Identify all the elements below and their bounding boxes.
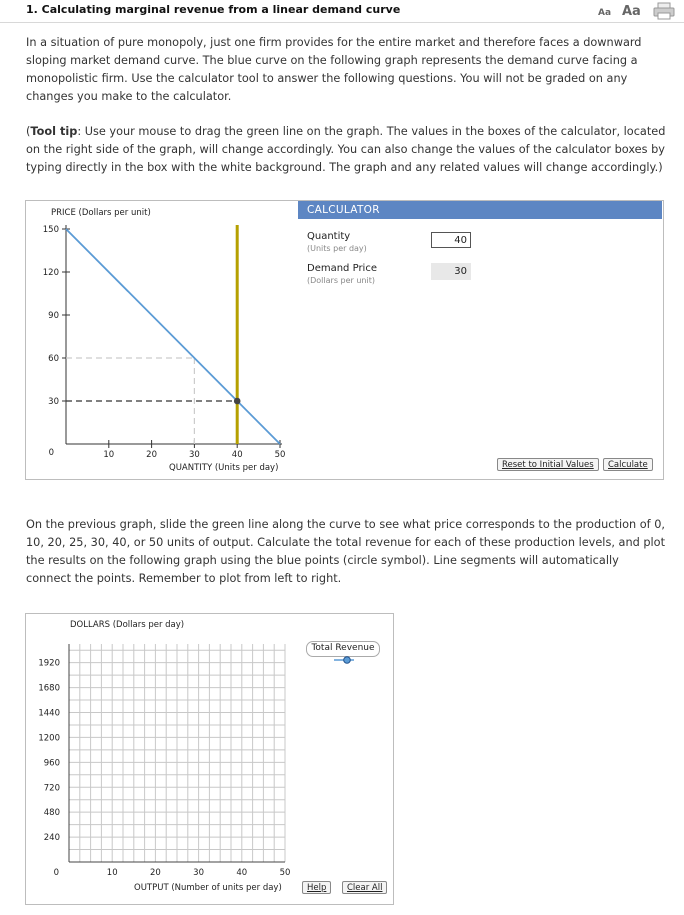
dollars-tick-label: 960 xyxy=(43,758,60,769)
tool-tip-paragraph xyxy=(26,123,666,177)
tool-tip-text: : Use your mouse to drag the green line on the graph. The values in the boxes of the calculator, located on the right side of the graph, will change accordingly. You can also change the values of the calculator boxes by typing directly in the box with the white background. The graph and any related values will change accordingly.) xyxy=(26,125,666,174)
total-revenue-point-tool[interactable] xyxy=(333,655,355,665)
quantity-tick-label: 10 xyxy=(103,450,115,460)
price-tick-label: 120 xyxy=(42,268,59,278)
price-tick-label: 30 xyxy=(48,397,59,407)
font-decrease-button[interactable]: Aa xyxy=(598,8,612,18)
tool-tip-open: ( xyxy=(26,125,31,138)
dollars-tick-label: 240 xyxy=(43,833,60,844)
quantity-input[interactable]: 40 xyxy=(431,232,471,248)
demand-price-label: Demand Price xyxy=(307,263,377,274)
font-increase-button[interactable]: Aa xyxy=(622,4,641,19)
output-axis-label: OUTPUT (Number of units per day) xyxy=(134,883,282,893)
dollars-tick-label: 1440 xyxy=(38,708,60,719)
price-axis-label: PRICE (Dollars per unit) xyxy=(51,208,151,218)
output-tick-label: 50 xyxy=(279,868,291,878)
dollars-axis-label: DOLLARS (Dollars per day) xyxy=(70,620,185,630)
total-revenue-graph[interactable] xyxy=(26,614,304,904)
output-tick-label: 40 xyxy=(236,868,248,878)
reset-button[interactable]: Reset to Initial Values xyxy=(497,458,599,471)
clear-all-button[interactable]: Clear All xyxy=(342,881,387,894)
price-tick-label: 0 xyxy=(48,448,54,458)
quantity-tick-label: 50 xyxy=(274,450,286,460)
intersection-point xyxy=(234,398,241,405)
quantity-tick-label: 20 xyxy=(146,450,158,460)
tool-tip-label: Tool tip xyxy=(30,125,78,138)
price-tick-label: 60 xyxy=(48,354,59,364)
quantity-tick-label: 30 xyxy=(188,450,200,460)
printer-icon[interactable] xyxy=(653,2,675,20)
intro-paragraph: In a situation of pure monopoly, just one firm provides for the entire market and therefore faces a downward sloping market demand curve. The blue curve on the following graph represents the demand curve facing a monopolistic firm. Use the calculator tool to answer the following questions. You will not be graded on any changes you make to the calculator. xyxy=(26,36,642,103)
demand-graph[interactable] xyxy=(26,201,298,479)
dollars-tick-label: 0 xyxy=(53,868,59,878)
quantity-units: (Units per day) xyxy=(307,244,367,253)
dollars-tick-label: 480 xyxy=(43,808,60,819)
price-tick-label: 90 xyxy=(48,311,59,321)
question-title: 1. Calculating marginal revenue from a linear demand curve xyxy=(26,3,401,16)
dollars-tick-label: 720 xyxy=(43,783,60,794)
demand-price-units: (Dollars per unit) xyxy=(307,276,375,285)
total-revenue-legend: Total Revenue xyxy=(306,641,380,657)
instructions-paragraph: On the previous graph, slide the green line along the curve to see what price corresponds to the production of 0, 10, 20, 25, 30, 40, or 50 units of output. Calculate the total revenue for each of these production levels, and plot the results on the following graph using the blue points (circle symbol). Line segments will automatically connect the points. Remember to plot from left to right. xyxy=(26,518,666,585)
dollars-tick-label: 1920 xyxy=(38,658,60,669)
output-tick-label: 10 xyxy=(106,868,118,878)
calculator-title: CALCULATOR xyxy=(307,204,380,216)
help-button[interactable]: Help xyxy=(302,881,331,894)
demand-price-value: 30 xyxy=(431,263,471,280)
output-tick-label: 20 xyxy=(149,868,161,878)
calculate-button[interactable]: Calculate xyxy=(603,458,653,471)
output-tick-label: 30 xyxy=(193,868,205,878)
price-tick-label: 150 xyxy=(42,225,59,235)
demand-graph-panel xyxy=(25,200,664,480)
quantity-label: Quantity xyxy=(307,231,351,242)
quantity-tick-label: 40 xyxy=(231,450,243,460)
dollars-tick-label: 1680 xyxy=(38,683,60,694)
quantity-axis-label: QUANTITY (Units per day) xyxy=(169,463,279,473)
dollars-tick-label: 1200 xyxy=(38,733,60,744)
demand-curve xyxy=(66,229,280,444)
total-revenue-panel xyxy=(25,613,394,905)
